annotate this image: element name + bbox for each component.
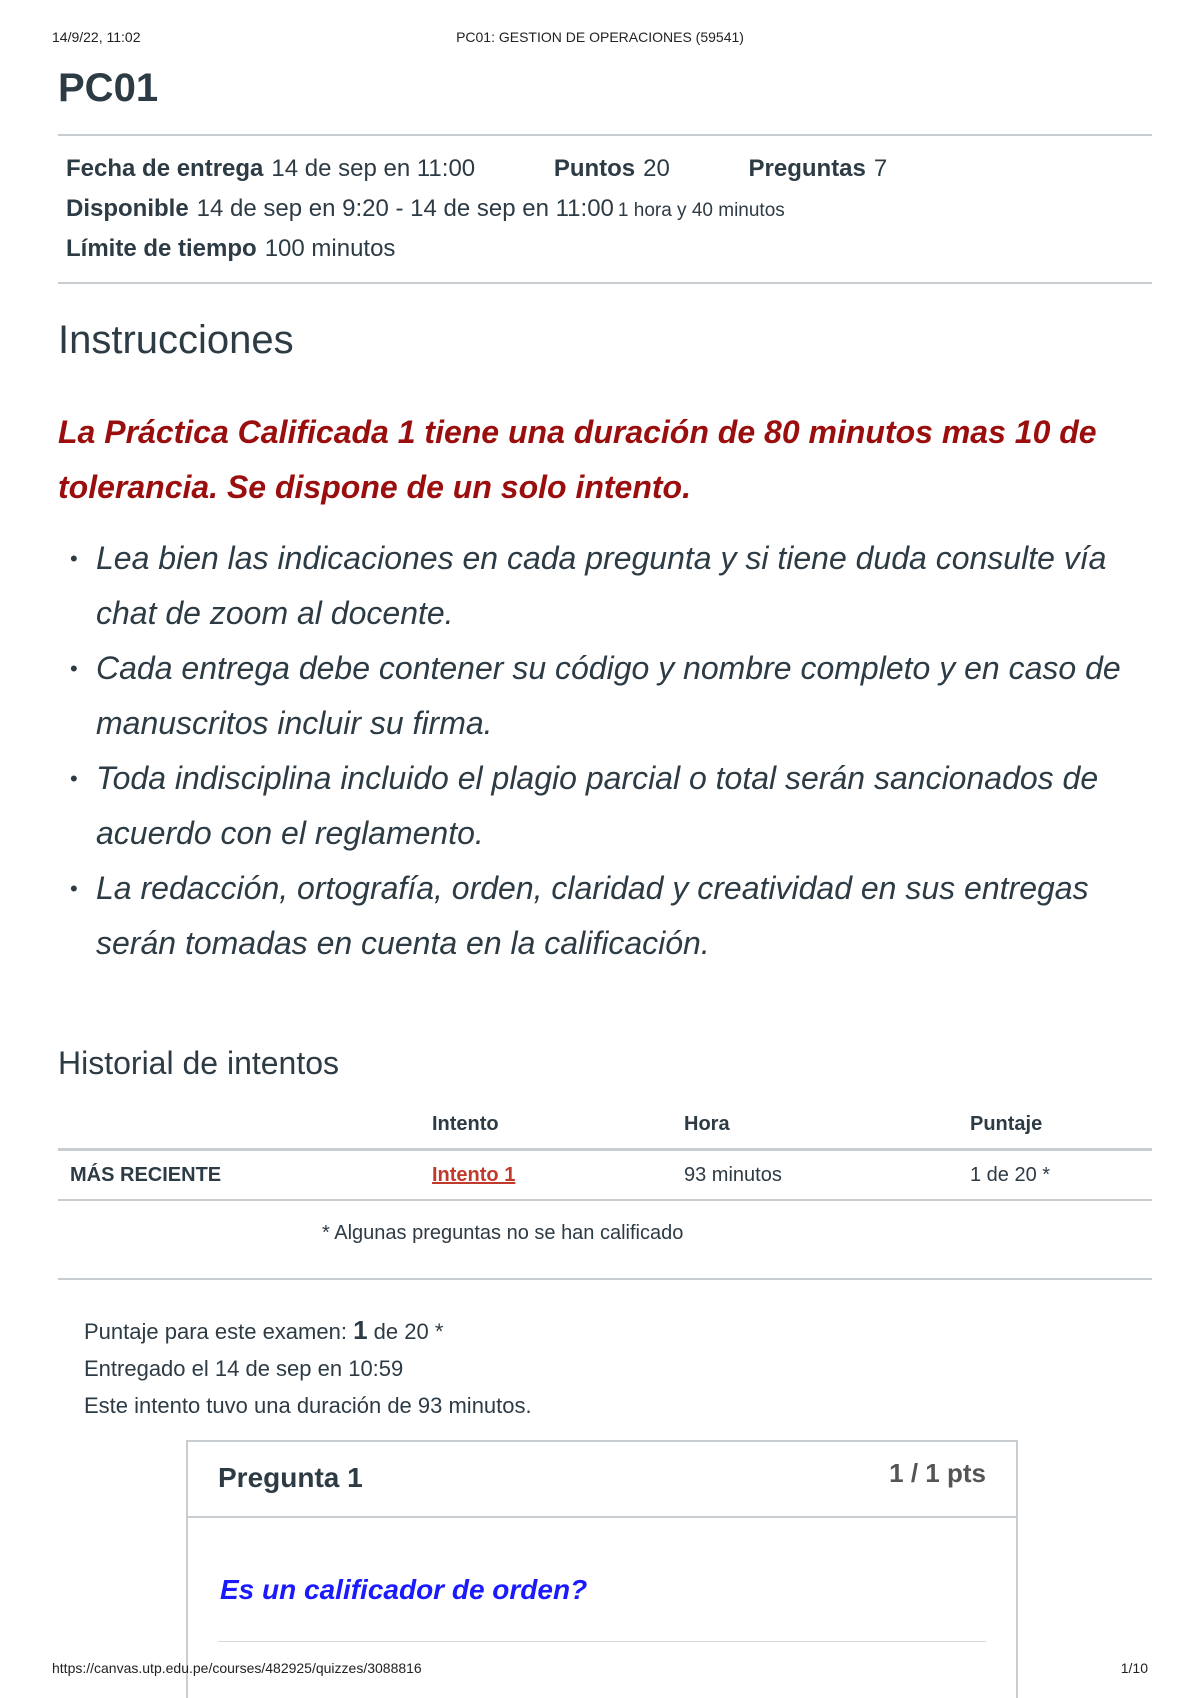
quiz-meta-row-2 (66, 195, 785, 223)
score-suffix: de 20 * (373, 1319, 444, 1344)
header-time: Hora (672, 1100, 958, 1150)
score-prefix: Puntaje para este examen: (84, 1319, 347, 1344)
questions-label: Preguntas (748, 155, 866, 182)
points-label: Puntos (553, 155, 636, 182)
bullet-icon: • (70, 766, 78, 791)
question-name: Pregunta 1 (218, 1462, 363, 1493)
history-footnote: * Algunas preguntas no se han calificado (322, 1222, 684, 1244)
bullet-icon: • (70, 656, 78, 681)
divider (58, 1278, 1152, 1280)
attempt-time: 93 minutos (672, 1150, 958, 1201)
list-item (58, 641, 1158, 751)
quiz-meta-row-3 (66, 235, 395, 263)
instructions-notice: La Práctica Calificada 1 tiene una duración de 80 minutos mas 10 de tolerancia. Se dispone de un solo intento. (58, 414, 1097, 505)
list-item (58, 861, 1158, 971)
rule-text: La redacción, ortografía, orden, claridad y creatividad en sus entregas serán tomadas en cuenta en la calificación. (96, 870, 1089, 961)
questions (749, 155, 888, 182)
bullet-icon: • (70, 546, 78, 571)
attempt-label: MÁS RECIENTE (58, 1150, 420, 1201)
points (554, 155, 677, 182)
points-value: 20 (643, 155, 670, 182)
submitted-line: Entregado el 14 de sep en 10:59 (84, 1356, 404, 1381)
history-title: Historial de intentos (58, 1045, 340, 1081)
questions-value: 7 (873, 155, 888, 182)
due-label: Fecha de entrega (66, 155, 264, 182)
question-points: 1 / 1 pts (889, 1458, 986, 1488)
attempt-cell (420, 1150, 672, 1201)
rule-text: Lea bien las indicaciones en cada pregunta y si tiene duda consulte vía chat de zoom al docente. (96, 540, 1107, 631)
quiz-title: PC01 (58, 66, 159, 110)
score-line (84, 1312, 532, 1350)
time-limit-value: 100 minutos (264, 235, 396, 262)
score-value: 1 (353, 1315, 368, 1345)
print-url: https://canvas.utp.edu.pe/courses/482925/quizzes/3088816 (52, 1660, 422, 1676)
divider (218, 1641, 986, 1642)
table-row (58, 1150, 1152, 1201)
divider (58, 134, 1152, 136)
question-text: Es un calificador de orden? (220, 1574, 588, 1605)
instructions-heading: Instrucciones (58, 318, 294, 362)
available-label: Disponible (66, 195, 189, 222)
duration-line: Este intento tuvo una duración de 93 minutos. (84, 1393, 532, 1418)
time-limit-label: Límite de tiempo (66, 235, 257, 262)
quiz-meta-row-1 (66, 155, 887, 183)
table-header-row (58, 1100, 1152, 1150)
due-date (66, 155, 482, 182)
attempt-history-table (58, 1100, 1152, 1201)
available-value: 14 de sep en 9:20 - 14 de sep en 11:00 (196, 195, 614, 222)
print-page-title: PC01: GESTION DE OPERACIONES (59541) (456, 29, 744, 45)
header-score: Puntaje (958, 1100, 1152, 1150)
header-attempt: Intento (420, 1100, 672, 1150)
print-page-number: 1/10 (1120, 1660, 1148, 1676)
bullet-icon: • (70, 876, 78, 901)
rule-text: Cada entrega debe contener su código y nombre completo y en caso de manuscritos incluir su firma. (96, 650, 1121, 741)
due-value: 14 de sep en 11:00 (271, 155, 476, 182)
list-item (58, 531, 1158, 641)
available-duration: 1 hora y 40 minutos (617, 200, 785, 221)
instructions-rules (58, 531, 1158, 971)
divider (58, 282, 1152, 284)
rule-text: Toda indisciplina incluido el plagio parcial o total serán sancionados de acuerdo con el reglamento. (96, 760, 1099, 851)
header-empty (58, 1100, 420, 1150)
print-datetime: 14/9/22, 11:02 (52, 29, 141, 45)
list-item (58, 751, 1158, 861)
result-summary (84, 1312, 532, 1424)
question-header (188, 1442, 1016, 1518)
attempt-link[interactable]: Intento 1 (432, 1163, 516, 1186)
attempt-score: 1 de 20 * (958, 1150, 1152, 1201)
